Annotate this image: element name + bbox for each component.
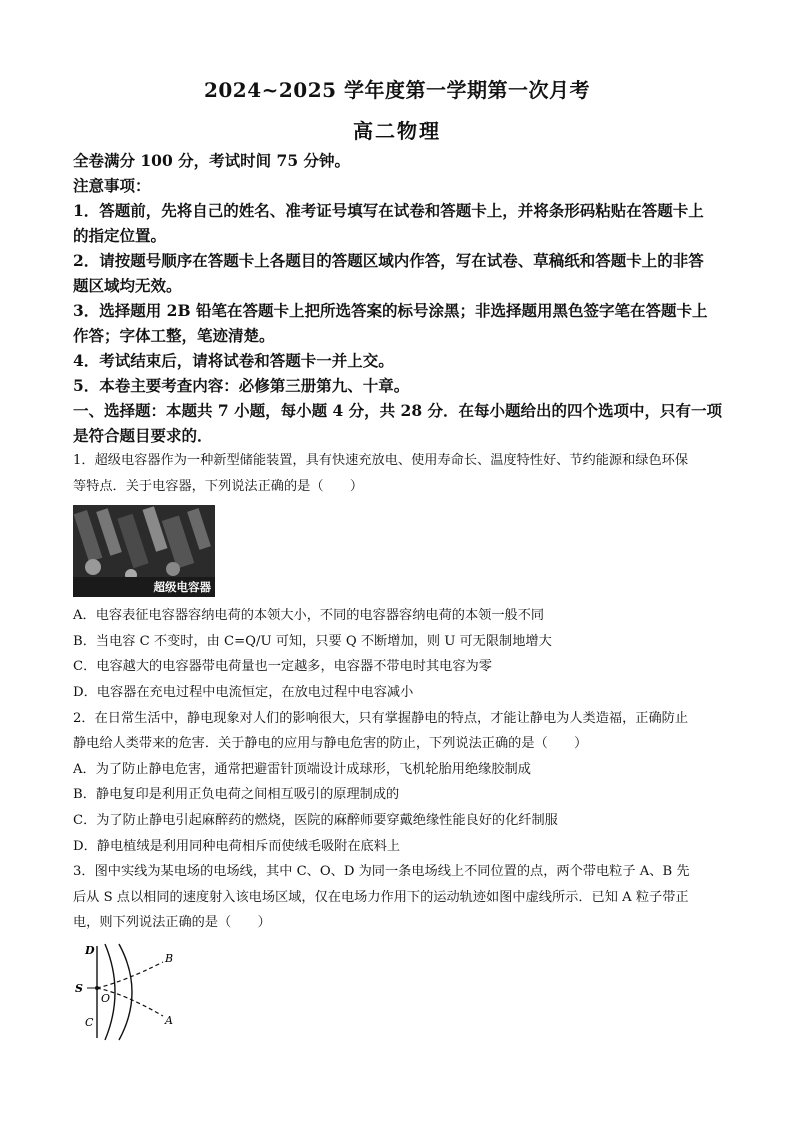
instruction-line: 题区域均无效。 [73,276,182,295]
option-d: D．静电植绒是利用同种电荷相斥而使绒毛吸附在底料上 [73,838,401,854]
option-d: D．电容器在充电过程中电流恒定，在放电过程中电容减小 [73,684,414,700]
supercapacitor-photo [73,505,215,597]
instruction-line: 2．请按题号顺序在答题卡上各题目的答题区域内作答，写在试卷、草稿纸和答题卡上的非答 [73,251,704,270]
section-heading [73,398,733,448]
exam-subject: 高二物理 [353,119,441,143]
section-line: 是符合题目要求的． [73,426,213,445]
point-o-dot [95,986,99,990]
electric-field-figure [75,942,185,1042]
label-d: D [85,943,95,957]
exam-title: 2024~2025 学年度第一学期第一次月考 [203,78,591,102]
option-a: A．电容表征电容器容纳电荷的本领大小，不同的电容器容纳电荷的本领一般不同 [73,608,545,624]
photo-caption: 超级电容器 [153,580,211,595]
question-stem: 电，则下列说法正确的是（ ） [73,915,271,931]
instruction-line: 4．考试结束后，请将试卷和答题卡一并上交。 [73,351,394,370]
question-stem: 静电给人类带来的危害．关于静电的应用与静电危害的防止，下列说法正确的是（ ） [73,736,588,752]
question-stem: 后从 S 点以相同的速度射入该电场区域，仅在电场力作用下的运动轨迹如图中虚线所示．已知 A 粒子带正 [73,889,689,905]
question-1 [73,448,733,706]
question-stem: 2．在日常生活中，静电现象对人们的影响很大，只有掌握静电的特点，才能让静电为人类造福，正确防止 [73,710,689,726]
label-o: O [101,991,111,1005]
option-b: B．当电容 C 不变时，由 C=Q/U 可知，只要 Q 不断增加，则 U 可无限制地增大 [73,633,552,649]
instruction-line: 注意事项： [73,176,151,195]
instructions [73,148,733,398]
option-c: C．为了防止静电引起麻醉药的燃烧，医院的麻醉师要穿戴绝缘性能良好的化纤制服 [73,812,558,828]
label-b: B [165,951,174,965]
option-b: B．静电复印是利用正负电荷之间相互吸引的原理制成的 [73,787,400,803]
label-s: S [75,981,83,995]
label-a: A [165,1013,173,1027]
instruction-line: 3．选择题用 2B 铅笔在答题卡上把所选答案的标号涂黑；非选择题用黑色签字笔在答题卡上 [73,301,708,320]
question-stem: 等特点．关于电容器，下列说法正确的是（ ） [73,478,364,494]
question-stem: 1．超级电容器作为一种新型储能装置，具有快速充放电、使用寿命长、温度特性好、节约能源和绿色环保 [73,453,689,468]
instruction-line: 全卷满分 100 分，考试时间 75 分钟。 [73,151,351,170]
question-stem: 3．图中实线为某电场的电场线，其中 C、O、D 为同一条电场线上不同位置的点，两个带电粒子 A、B 先 [73,864,690,880]
instruction-line: 1．答题前，先将自己的姓名、准考证号填写在试卷和答题卡上，并将条形码粘贴在答题卡上 [73,201,704,220]
question-2 [73,706,733,860]
field-line-curved-2 [119,944,132,1040]
instruction-line: 5．本卷主要考查内容：必修第三册第九、十章。 [73,376,410,395]
section-line: 一、选择题：本题共 7 小题，每小题 4 分，共 28 分．在每小题给出的四个选项中，只有一项 [73,401,723,420]
option-a: A．为了防止静电危害，通常把避雷针顶端设计成球形，飞机轮胎用绝缘胶制成 [73,761,531,777]
question-3 [73,859,733,1046]
exam-content [73,148,733,1046]
instruction-line: 作答；字体工整，笔迹清楚。 [73,326,275,345]
option-c: C．电容越大的电容器带电荷量也一定越多，电容器不带电时其电容为零 [73,659,492,675]
instruction-line: 的指定位置。 [73,226,167,245]
label-c: C [85,1015,94,1029]
